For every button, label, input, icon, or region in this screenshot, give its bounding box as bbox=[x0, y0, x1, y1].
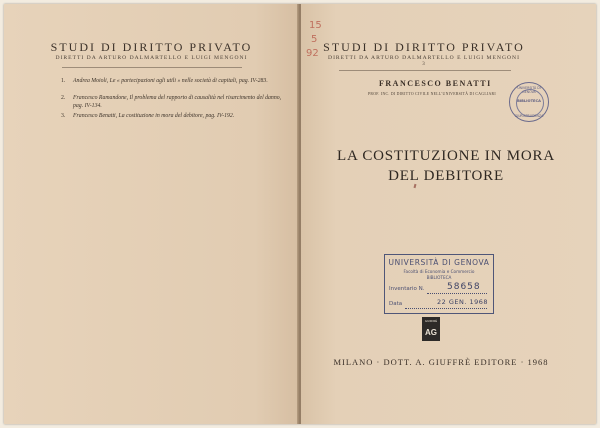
inventory-number: 58658 bbox=[447, 282, 481, 292]
publication-number: 3. bbox=[61, 113, 66, 119]
stamp-date: 22 GEN. 1968 bbox=[437, 298, 489, 306]
right-page bbox=[301, 4, 596, 424]
stamp-top-text: UNIVERSITÀ DI GENOVA bbox=[517, 86, 541, 94]
left-series-subtitle: DIRETTI DA ARTURO DALMARTELLO E LUIGI MENGONI bbox=[55, 55, 248, 61]
stamp-faculty: Facoltà di Economia e Commercio bbox=[403, 269, 475, 274]
round-library-stamp bbox=[509, 82, 549, 122]
date-line bbox=[405, 308, 487, 309]
handwritten-note: 5 bbox=[311, 34, 318, 45]
publication-item bbox=[61, 94, 286, 110]
publication-text: Andrea Moioli, Le « partecipazioni agli utili » nelle società di capitali, pag. IV-283. bbox=[73, 78, 268, 84]
stamp-bottom-text: GIURISPRUDENZA bbox=[514, 114, 544, 118]
book-spread bbox=[4, 4, 596, 424]
left-page bbox=[4, 4, 299, 424]
publisher-logo bbox=[422, 317, 440, 341]
author-name: FRANCESCO BENATTI bbox=[379, 79, 492, 88]
inventory-line bbox=[427, 293, 487, 294]
volume-number: 3 bbox=[422, 62, 426, 67]
stamp-university: UNIVERSITÀ DI GENOVA bbox=[388, 258, 490, 267]
library-inventory-stamp bbox=[384, 254, 494, 314]
publication-number: 1. bbox=[61, 78, 66, 84]
left-divider bbox=[62, 67, 242, 68]
logo-mark: AG bbox=[425, 328, 437, 337]
author-affiliation: PROF. INC. DI DIRITTO CIVILE NELL'UNIVERSITÀ DI CAGLIARI bbox=[368, 92, 496, 96]
stamp-library: BIBLIOTECA bbox=[426, 275, 452, 280]
book-title-line-2: DEL DEBITORE bbox=[388, 168, 504, 184]
date-label: Data bbox=[389, 301, 403, 307]
publication-item bbox=[61, 77, 286, 93]
stamp-middle-text: BIBLIOTECA bbox=[517, 99, 541, 103]
right-series-title: STUDI DI DIRITTO PRIVATO bbox=[323, 40, 525, 54]
book-title-line-1: LA COSTITUZIONE IN MORA bbox=[337, 148, 555, 164]
handwritten-note: 92 bbox=[306, 48, 319, 59]
publication-item bbox=[61, 112, 286, 122]
left-series-title: STUDI DI DIRITTO PRIVATO bbox=[50, 40, 253, 54]
right-series-subtitle: DIRETTI DA ARTURO DALMARTELLO E LUIGI MENGONI bbox=[328, 55, 520, 61]
right-divider bbox=[339, 70, 511, 71]
logo-text: GIUFFRÈ bbox=[424, 319, 438, 323]
inventory-label: Inventario N. bbox=[389, 286, 425, 292]
publication-number: 2. bbox=[61, 95, 66, 101]
publication-text: Francesco Benatti, La costituzione in mora del debitore, pag. IV-192. bbox=[73, 113, 235, 119]
publisher-line: MILANO · DOTT. A. GIUFFRÈ EDITORE · 1968 bbox=[333, 357, 549, 367]
handwritten-note: 15 bbox=[309, 20, 322, 31]
publication-text: Francesco Ramandone, Il problema del rapporto di causalità nel risarcimento del danno, pag. IV-134. bbox=[73, 95, 282, 109]
ink-mark bbox=[414, 184, 417, 188]
